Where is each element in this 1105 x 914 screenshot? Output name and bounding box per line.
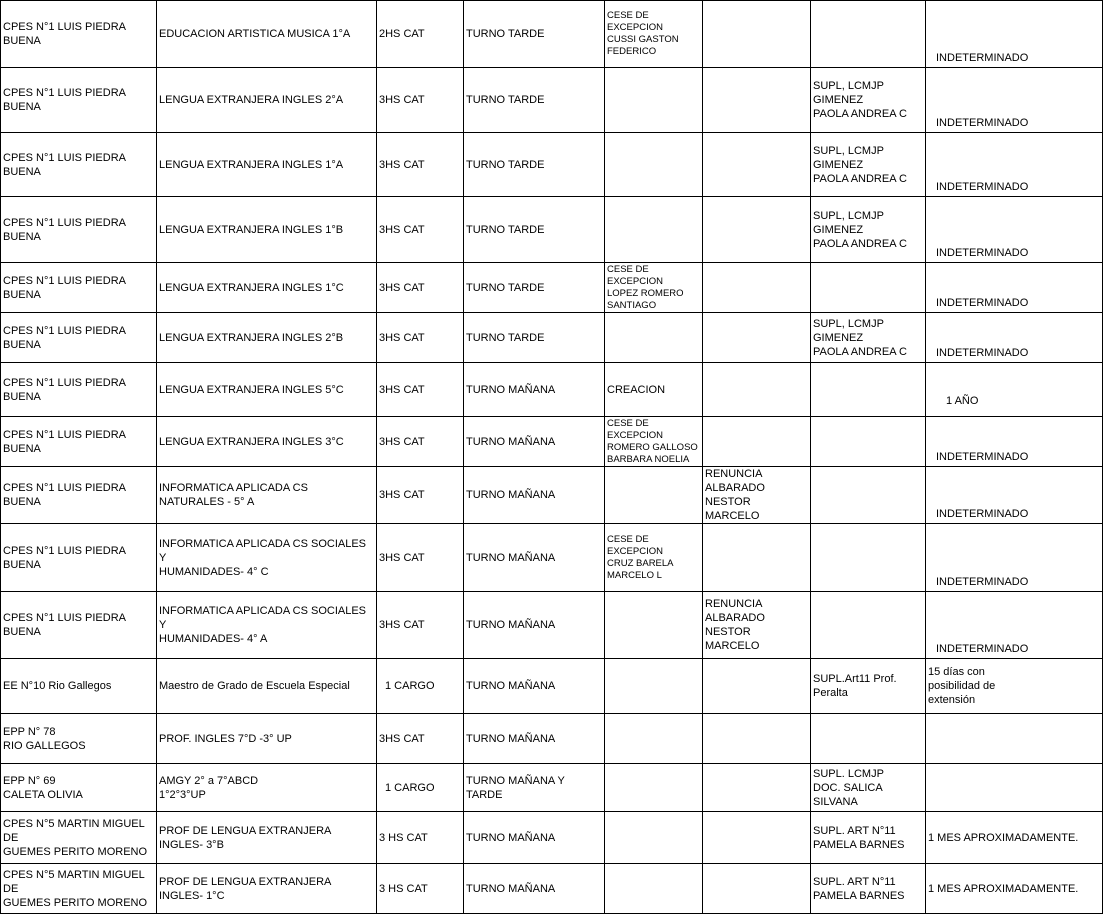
substitute-cell: SUPL, LCMJP GIMENEZ PAOLA ANDREA C [811,313,926,363]
substitute-cell [811,263,926,313]
school-cell: CPES N°1 LUIS PIEDRA BUENA [1,197,157,263]
substitute-cell [811,467,926,524]
hours-cell: 3HS CAT [377,133,464,197]
table-row [1,1,1103,68]
reason-cell: CESE DE EXCEPCION CUSSI GASTON FEDERICO [605,1,703,68]
subject-cell: LENGUA EXTRANJERA INGLES 1°C [157,263,377,313]
resignation-cell [703,1,811,68]
school-cell: CPES N°5 MARTIN MIGUEL DE GUEMES PERITO MORENO [1,812,157,864]
table-row [1,133,1103,197]
substitute-cell [811,363,926,417]
shift-cell: TURNO TARDE [464,197,605,263]
hours-cell: 1 CARGO [377,659,464,714]
reason-cell: CESE DE EXCEPCION CRUZ BARELA MARCELO L [605,524,703,592]
shift-cell: TURNO MAÑANA [464,417,605,467]
duration-cell: INDETERMINADO [926,263,1103,313]
hours-cell: 3HS CAT [377,363,464,417]
substitute-cell: SUPL, LCMJP GIMENEZ PAOLA ANDREA C [811,68,926,133]
hours-cell: 2HS CAT [377,1,464,68]
shift-cell: TURNO MAÑANA [464,363,605,417]
shift-cell: TURNO TARDE [464,313,605,363]
duration-cell: 1 MES APROXIMADAMENTE. [926,812,1103,864]
substitute-cell [811,592,926,659]
resignation-cell: RENUNCIA ALBARADO NESTOR MARCELO [703,467,811,524]
shift-cell: TURNO TARDE [464,263,605,313]
table-row [1,263,1103,313]
subject-cell: LENGUA EXTRANJERA INGLES 2°A [157,68,377,133]
school-cell: EPP N° 69 CALETA OLIVIA [1,764,157,812]
substitute-cell: SUPL. LCMJP DOC. SALICA SILVANA [811,764,926,812]
school-cell: CPES N°1 LUIS PIEDRA BUENA [1,467,157,524]
reason-cell [605,812,703,864]
reason-cell [605,659,703,714]
hours-cell: 3HS CAT [377,263,464,313]
shift-cell: TURNO MAÑANA [464,714,605,764]
duration-cell [926,714,1103,764]
table-row [1,363,1103,417]
shift-cell: TURNO TARDE [464,68,605,133]
resignation-cell [703,659,811,714]
duration-cell: 1 AÑO [926,363,1103,417]
shift-cell: TURNO MAÑANA [464,659,605,714]
resignation-cell [703,263,811,313]
school-cell: CPES N°5 MARTIN MIGUEL DE GUEMES PERITO MORENO [1,864,157,914]
subject-cell: LENGUA EXTRANJERA INGLES 1°B [157,197,377,263]
hours-cell: 3HS CAT [377,197,464,263]
duration-cell: 1 MES APROXIMADAMENTE. [926,864,1103,914]
resignation-cell [703,524,811,592]
subject-cell: LENGUA EXTRANJERA INGLES 1°A [157,133,377,197]
table-row [1,467,1103,524]
table-row [1,659,1103,714]
resignation-cell [703,197,811,263]
table-row [1,592,1103,659]
hours-cell: 3HS CAT [377,313,464,363]
resignation-cell [703,864,811,914]
school-cell: CPES N°1 LUIS PIEDRA BUENA [1,592,157,659]
duration-cell: INDETERMINADO [926,133,1103,197]
duration-cell: INDETERMINADO [926,417,1103,467]
duration-cell: 15 días con posibilidad de extensión [926,659,1103,714]
reason-cell [605,864,703,914]
reason-cell [605,133,703,197]
table-row [1,524,1103,592]
hours-cell: 3HS CAT [377,417,464,467]
school-cell: CPES N°1 LUIS PIEDRA BUENA [1,263,157,313]
subject-cell: PROF DE LENGUA EXTRANJERA INGLES- 1°C [157,864,377,914]
substitute-cell [811,524,926,592]
school-cell: CPES N°1 LUIS PIEDRA BUENA [1,1,157,68]
reason-cell [605,592,703,659]
shift-cell: TURNO MAÑANA [464,812,605,864]
substitute-cell [811,417,926,467]
duration-cell: INDETERMINADO [926,197,1103,263]
reason-cell: CESE DE EXCEPCION ROMERO GALLOSO BARBARA NOELIA [605,417,703,467]
hours-cell: 3HS CAT [377,714,464,764]
table-row [1,812,1103,864]
resignation-cell [703,764,811,812]
hours-cell: 3HS CAT [377,68,464,133]
duration-cell: INDETERMINADO [926,467,1103,524]
subject-cell: LENGUA EXTRANJERA INGLES 5°C [157,363,377,417]
table-row [1,68,1103,133]
resignation-cell [703,812,811,864]
subject-cell: LENGUA EXTRANJERA INGLES 3°C [157,417,377,467]
school-cell: CPES N°1 LUIS PIEDRA BUENA [1,363,157,417]
school-cell: CPES N°1 LUIS PIEDRA BUENA [1,524,157,592]
duration-cell: INDETERMINADO [926,68,1103,133]
reason-cell [605,68,703,133]
shift-cell: TURNO MAÑANA Y TARDE [464,764,605,812]
shift-cell: TURNO MAÑANA [464,524,605,592]
school-cell: CPES N°1 LUIS PIEDRA BUENA [1,313,157,363]
table-row [1,714,1103,764]
table-row [1,417,1103,467]
shift-cell: TURNO TARDE [464,133,605,197]
reason-cell [605,313,703,363]
reason-cell [605,714,703,764]
school-cell: EE N°10 Rio Gallegos [1,659,157,714]
school-cell: CPES N°1 LUIS PIEDRA BUENA [1,133,157,197]
substitute-cell: SUPL, LCMJP GIMENEZ PAOLA ANDREA C [811,197,926,263]
resignation-cell: RENUNCIA ALBARADO NESTOR MARCELO [703,592,811,659]
hours-cell: 3HS CAT [377,592,464,659]
duration-cell [926,764,1103,812]
hours-cell: 1 CARGO [377,764,464,812]
substitute-cell: SUPL.Art11 Prof. Peralta [811,659,926,714]
shift-cell: TURNO MAÑANA [464,467,605,524]
subject-cell: PROF DE LENGUA EXTRANJERA INGLES- 3°B [157,812,377,864]
subject-cell: INFORMATICA APLICADA CS SOCIALES Y HUMANIDADES- 4° C [157,524,377,592]
reason-cell [605,764,703,812]
resignation-cell [703,133,811,197]
substitute-cell [811,714,926,764]
duration-cell: INDETERMINADO [926,1,1103,68]
subject-cell: AMGY 2° a 7°ABCD 1°2°3°UP [157,764,377,812]
subject-cell: INFORMATICA APLICADA CS NATURALES - 5° A [157,467,377,524]
substitute-cell: SUPL. ART N°11 PAMELA BARNES [811,864,926,914]
resignation-cell [703,363,811,417]
shift-cell: TURNO TARDE [464,1,605,68]
table-row [1,197,1103,263]
reason-cell: CREACION [605,363,703,417]
hours-cell: 3 HS CAT [377,812,464,864]
resignation-cell [703,68,811,133]
subject-cell: INFORMATICA APLICADA CS SOCIALES Y HUMANIDADES- 4° A [157,592,377,659]
resignation-cell [703,313,811,363]
subject-cell: PROF. INGLES 7°D -3° UP [157,714,377,764]
reason-cell [605,197,703,263]
hours-cell: 3HS CAT [377,524,464,592]
hours-cell: 3HS CAT [377,467,464,524]
duration-cell: INDETERMINADO [926,524,1103,592]
school-cell: CPES N°1 LUIS PIEDRA BUENA [1,417,157,467]
subject-cell: Maestro de Grado de Escuela Especial [157,659,377,714]
school-cell: CPES N°1 LUIS PIEDRA BUENA [1,68,157,133]
reason-cell [605,467,703,524]
table-row [1,313,1103,363]
table-row [1,764,1103,812]
shift-cell: TURNO MAÑANA [464,592,605,659]
resignation-cell [703,714,811,764]
resignation-cell [703,417,811,467]
substitute-cell: SUPL, LCMJP GIMENEZ PAOLA ANDREA C [811,133,926,197]
hours-cell: 3 HS CAT [377,864,464,914]
table-row [1,864,1103,914]
shift-cell: TURNO MAÑANA [464,864,605,914]
duration-cell: INDETERMINADO [926,592,1103,659]
reason-cell: CESE DE EXCEPCION LOPEZ ROMERO SANTIAGO [605,263,703,313]
subject-cell: EDUCACION ARTISTICA MUSICA 1°A [157,1,377,68]
duration-cell: INDETERMINADO [926,313,1103,363]
substitute-cell [811,1,926,68]
subject-cell: LENGUA EXTRANJERA INGLES 2°B [157,313,377,363]
substitute-cell: SUPL. ART N°11 PAMELA BARNES [811,812,926,864]
school-cell: EPP N° 78 RIO GALLEGOS [1,714,157,764]
